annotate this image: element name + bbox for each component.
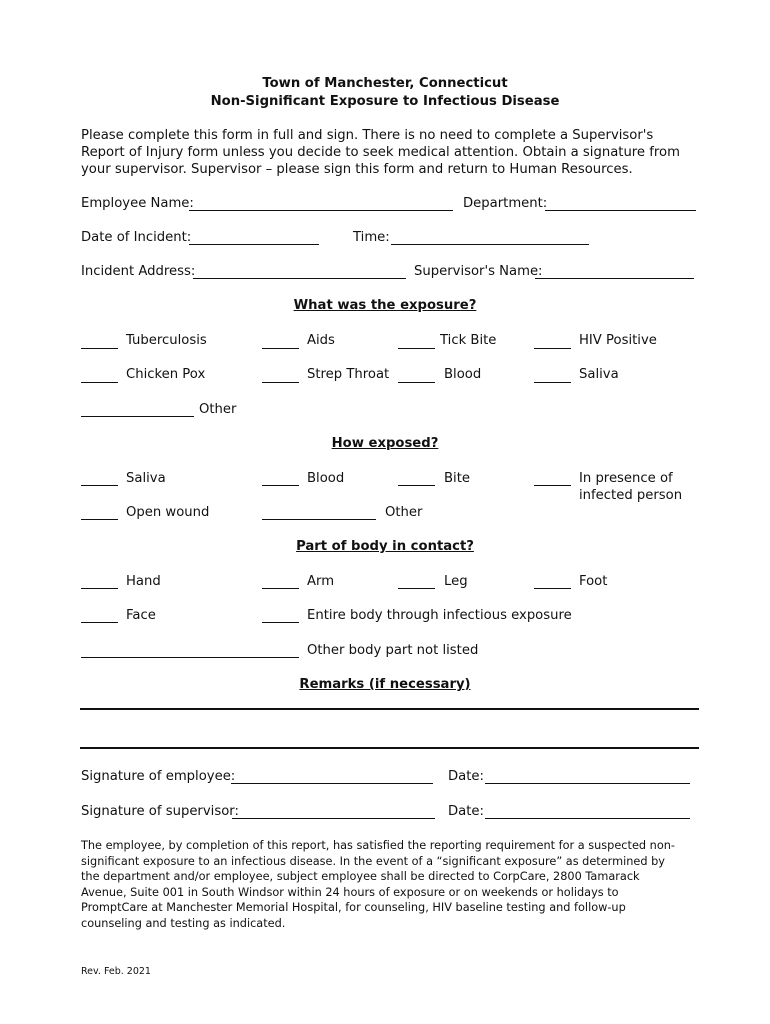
department-label: Department:	[463, 196, 548, 211]
how-exposed-other-label: Other	[385, 505, 423, 520]
time-field[interactable]	[391, 244, 589, 245]
option-tuberculosis: Tuberculosis	[126, 333, 207, 348]
org-title: Town of Manchester, Connecticut	[262, 76, 508, 91]
option-blood: Blood	[444, 367, 482, 382]
option-hiv-positive: HIV Positive	[579, 333, 657, 348]
exposure-heading: What was the exposure?	[293, 298, 477, 313]
exposure-checkbox[interactable]	[81, 382, 118, 383]
date-of-incident-field[interactable]	[189, 244, 319, 245]
employee-signature-field[interactable]	[231, 783, 433, 784]
supervisor-date-label: Date:	[448, 804, 484, 819]
exposure-other-label: Other	[199, 402, 237, 417]
option-bite: Bite	[444, 471, 470, 486]
employee-date-label: Date:	[448, 769, 484, 784]
exposure-checkbox[interactable]	[262, 348, 299, 349]
incident-address-label: Incident Address:	[81, 264, 196, 279]
body-part-checkbox[interactable]	[262, 588, 299, 589]
option-saliva: Saliva	[579, 367, 619, 382]
revision-label: Rev. Feb. 2021	[81, 966, 151, 977]
employee-name-label: Employee Name:	[81, 196, 194, 211]
exposure-checkbox[interactable]	[534, 382, 571, 383]
how-exposed-checkbox[interactable]	[81, 485, 118, 486]
supervisor-name-label: Supervisor's Name:	[414, 264, 543, 279]
intro-paragraph: Please complete this form in full and sign. There is no need to complete a Supervisor's Report of Injury form unless you decide to seek medical attention. Obtain a signature from your supervisor. Supervisor – please sign this form and return to Human Resources.	[81, 128, 680, 177]
time-label: Time:	[353, 230, 390, 245]
option-face: Face	[126, 608, 156, 623]
how-exposed-other-field[interactable]	[262, 519, 376, 520]
option-infected-person: infected person	[579, 488, 683, 503]
option-open-wound: Open wound	[126, 505, 210, 520]
form-title: Non-Significant Exposure to Infectious Disease	[210, 94, 560, 109]
option-blood: Blood	[307, 471, 345, 486]
body-part-other-field[interactable]	[81, 657, 299, 658]
remarks-line[interactable]	[80, 708, 699, 710]
exposure-checkbox[interactable]	[398, 348, 435, 349]
option-arm: Arm	[307, 574, 335, 589]
option-chicken-pox: Chicken Pox	[126, 367, 206, 382]
option-in-presence-of: In presence of	[579, 471, 673, 486]
supervisor-signature-label: Signature of supervisor:	[81, 804, 239, 819]
how-exposed-checkbox[interactable]	[398, 485, 435, 486]
option-strep-throat: Strep Throat	[307, 367, 390, 382]
exposure-checkbox[interactable]	[81, 348, 118, 349]
footer-note: The employee, by completion of this report, has satisfied the reporting requirement for a suspected non-significant exposure to an infectious disease. In the event of a “significant exposure” as determined by the department and/or employee, subject employee shall be directed to CorpCare, 2800 Tamarack Avenue, Suite 001 in South Windsor within 24 hours of exposure or on weekends or holidays to PromptCare at Manchester Memorial Hospital, for counseling, HIV baseline testing and follow-up counseling and testing as indicated.	[81, 839, 675, 930]
option-hand: Hand	[126, 574, 161, 589]
supervisor-signature-field[interactable]	[232, 818, 435, 819]
exposure-checkbox[interactable]	[398, 382, 435, 383]
option-tick-bite: Tick Bite	[440, 333, 497, 348]
body-part-checkbox[interactable]	[534, 588, 571, 589]
how-exposed-heading: How exposed?	[331, 436, 439, 451]
body-part-heading: Part of body in contact?	[296, 539, 474, 554]
exposure-checkbox[interactable]	[534, 348, 571, 349]
body-part-checkbox[interactable]	[398, 588, 435, 589]
remarks-line[interactable]	[80, 747, 699, 749]
how-exposed-checkbox[interactable]	[534, 485, 571, 486]
supervisor-date-field[interactable]	[485, 818, 690, 819]
exposure-checkbox[interactable]	[262, 382, 299, 383]
how-exposed-checkbox[interactable]	[262, 485, 299, 486]
body-part-checkbox[interactable]	[262, 622, 299, 623]
option-saliva: Saliva	[126, 471, 166, 486]
remarks-heading: Remarks (if necessary)	[299, 677, 471, 692]
employee-date-field[interactable]	[485, 783, 690, 784]
option-entire-body: Entire body through infectious exposure	[307, 608, 572, 623]
date-of-incident-label: Date of Incident:	[81, 230, 192, 245]
employee-name-field[interactable]	[189, 210, 453, 211]
option-leg: Leg	[444, 574, 468, 589]
option-foot: Foot	[579, 574, 608, 589]
department-field[interactable]	[545, 210, 696, 211]
employee-signature-label: Signature of employee:	[81, 769, 236, 784]
incident-address-field[interactable]	[193, 278, 406, 279]
how-exposed-checkbox[interactable]	[81, 519, 118, 520]
body-part-checkbox[interactable]	[81, 588, 118, 589]
body-part-checkbox[interactable]	[81, 622, 118, 623]
supervisor-name-field[interactable]	[535, 278, 694, 279]
option-aids: Aids	[307, 333, 335, 348]
body-part-other-label: Other body part not listed	[307, 643, 479, 658]
exposure-other-field[interactable]	[81, 416, 194, 417]
